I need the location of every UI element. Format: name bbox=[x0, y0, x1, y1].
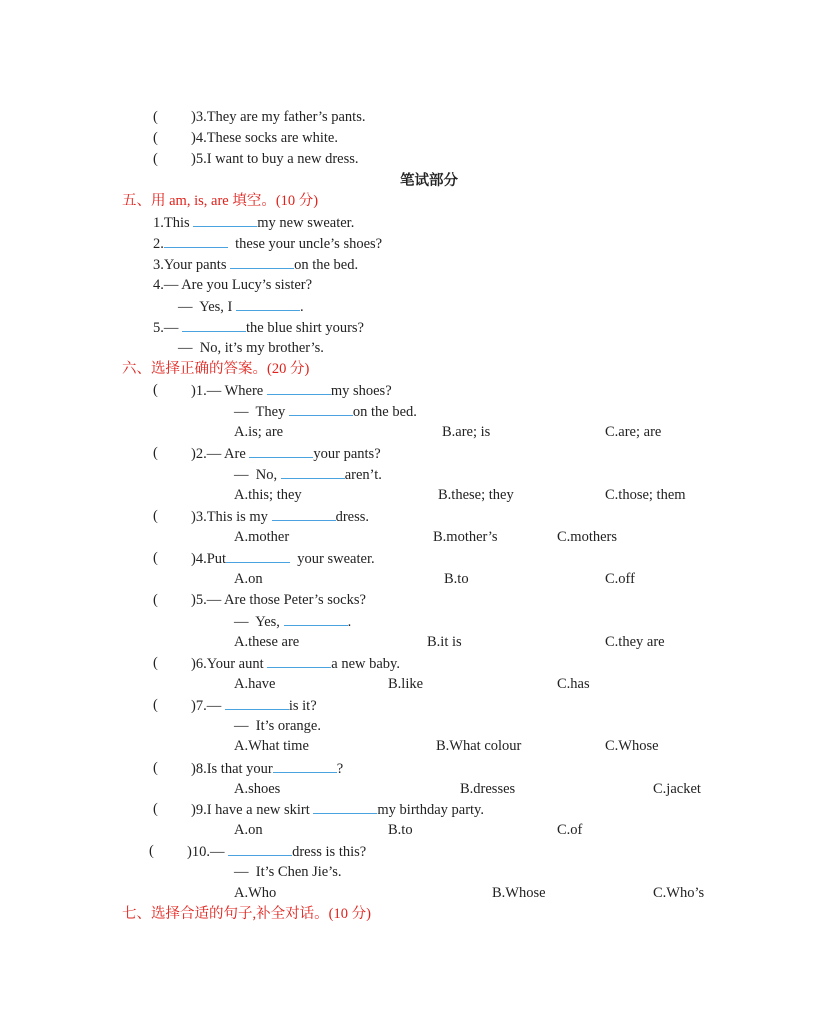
s5-question-3: 3.Your pants on the bed. bbox=[153, 257, 359, 273]
s5-question-4: 4.— Are you Lucy’s sister? bbox=[153, 277, 313, 293]
option-c[interactable]: C.they are bbox=[605, 634, 665, 650]
option-c[interactable]: C.Whose bbox=[605, 738, 659, 754]
answer-blank[interactable] bbox=[193, 213, 257, 227]
paren: ( bbox=[153, 382, 158, 398]
paren: ( bbox=[153, 109, 158, 125]
paren: ( bbox=[153, 130, 158, 146]
answer-blank[interactable] bbox=[249, 444, 313, 458]
s6-question-7: )7.— is it? bbox=[191, 698, 317, 714]
option-c[interactable]: C.off bbox=[605, 571, 635, 587]
answer-blank[interactable] bbox=[267, 654, 331, 668]
option-b[interactable]: B.mother’s bbox=[433, 529, 498, 545]
paren: ( bbox=[153, 508, 158, 524]
s6-question-6: )6.Your aunt a new baby. bbox=[191, 656, 400, 672]
s6-question-1: )1.— Where my shoes? bbox=[191, 383, 392, 399]
option-a[interactable]: A.have bbox=[234, 676, 276, 692]
s5-question-5: 5.— the blue shirt yours? bbox=[153, 320, 364, 336]
paren: ( bbox=[153, 760, 158, 776]
listening-item: )4.These socks are white. bbox=[191, 130, 338, 146]
paren: ( bbox=[153, 697, 158, 713]
option-b[interactable]: B.dresses bbox=[460, 781, 516, 797]
option-a[interactable]: A.shoes bbox=[234, 781, 281, 797]
paren: ( bbox=[153, 445, 158, 461]
answer-blank[interactable] bbox=[273, 759, 337, 773]
option-a[interactable]: A.Who bbox=[234, 885, 277, 901]
option-b[interactable]: B.to bbox=[444, 571, 469, 587]
answer-blank[interactable] bbox=[228, 842, 292, 856]
option-c[interactable]: C.mothers bbox=[557, 529, 618, 545]
option-a[interactable]: A.these are bbox=[234, 634, 300, 650]
answer-blank[interactable] bbox=[289, 402, 353, 416]
s6-question-1-reply: — They on the bed. bbox=[234, 404, 417, 420]
s6-question-10: )10.— dress is this? bbox=[187, 844, 367, 860]
s6-question-5-reply: — Yes, . bbox=[234, 614, 352, 630]
answer-blank[interactable] bbox=[226, 549, 290, 563]
answer-blank[interactable] bbox=[313, 800, 377, 814]
answer-blank[interactable] bbox=[281, 465, 345, 479]
option-c[interactable]: C.those; them bbox=[605, 487, 686, 503]
section-5-title: 五、用 am, is, are 填空。(10 分) bbox=[122, 193, 319, 209]
option-c[interactable]: C.jacket bbox=[653, 781, 701, 797]
option-a[interactable]: A.is; are bbox=[234, 424, 284, 440]
option-a[interactable]: A.on bbox=[234, 822, 263, 838]
section-6-title: 六、选择正确的答案。(20 分) bbox=[122, 361, 310, 377]
s6-question-2-reply: — No, aren’t. bbox=[234, 467, 382, 483]
s6-question-7-reply: — It’s orange. bbox=[234, 718, 321, 734]
written-section-title: 笔试部分 bbox=[400, 173, 458, 189]
option-c[interactable]: C.are; are bbox=[605, 424, 662, 440]
section-7-title: 七、选择合适的句子,补全对话。(10 分) bbox=[122, 906, 371, 922]
s5-question-2: 2. these your uncle’s shoes? bbox=[153, 236, 383, 252]
answer-blank[interactable] bbox=[230, 255, 294, 269]
option-b[interactable]: B.to bbox=[388, 822, 413, 838]
option-b[interactable]: B.these; they bbox=[438, 487, 514, 503]
option-b[interactable]: B.are; is bbox=[442, 424, 491, 440]
s6-question-9: )9.I have a new skirt my birthday party. bbox=[191, 802, 484, 818]
option-a[interactable]: A.mother bbox=[234, 529, 290, 545]
option-b[interactable]: B.Whose bbox=[492, 885, 546, 901]
option-b[interactable]: B.it is bbox=[427, 634, 462, 650]
s6-question-3: )3.This is my dress. bbox=[191, 509, 369, 525]
s6-question-5: )5.— Are those Peter’s socks? bbox=[191, 592, 366, 608]
option-a[interactable]: A.What time bbox=[234, 738, 309, 754]
option-b[interactable]: B.like bbox=[388, 676, 424, 692]
option-a[interactable]: A.on bbox=[234, 571, 263, 587]
answer-blank[interactable] bbox=[284, 612, 348, 626]
s5-question-1: 1.This my new sweater. bbox=[153, 215, 355, 231]
listening-item: )3.They are my father’s pants. bbox=[191, 109, 366, 125]
answer-blank[interactable] bbox=[225, 696, 289, 710]
s6-question-4: )4.Put your sweater. bbox=[191, 551, 375, 567]
s6-question-2: )2.— Are your pants? bbox=[191, 446, 381, 462]
option-c[interactable]: C.Who’s bbox=[653, 885, 705, 901]
paren: ( bbox=[153, 151, 158, 167]
paren: ( bbox=[153, 801, 158, 817]
s6-question-10-reply: — It’s Chen Jie’s. bbox=[234, 864, 342, 880]
s6-question-8: )8.Is that your ? bbox=[191, 761, 344, 777]
s5-question-5-reply: — No, it’s my brother’s. bbox=[178, 340, 324, 356]
option-b[interactable]: B.What colour bbox=[436, 738, 522, 754]
paren: ( bbox=[153, 592, 158, 608]
paren: ( bbox=[153, 550, 158, 566]
answer-blank[interactable] bbox=[236, 297, 300, 311]
answer-blank[interactable] bbox=[182, 318, 246, 332]
answer-blank[interactable] bbox=[272, 507, 336, 521]
option-a[interactable]: A.this; they bbox=[234, 487, 302, 503]
option-c[interactable]: C.has bbox=[557, 676, 590, 692]
s5-question-4-reply: — Yes, I . bbox=[178, 299, 304, 315]
option-c[interactable]: C.of bbox=[557, 822, 583, 838]
listening-item: )5.I want to buy a new dress. bbox=[191, 151, 359, 167]
answer-blank[interactable] bbox=[164, 234, 228, 248]
answer-blank[interactable] bbox=[267, 381, 331, 395]
paren: ( bbox=[149, 843, 154, 859]
paren: ( bbox=[153, 655, 158, 671]
